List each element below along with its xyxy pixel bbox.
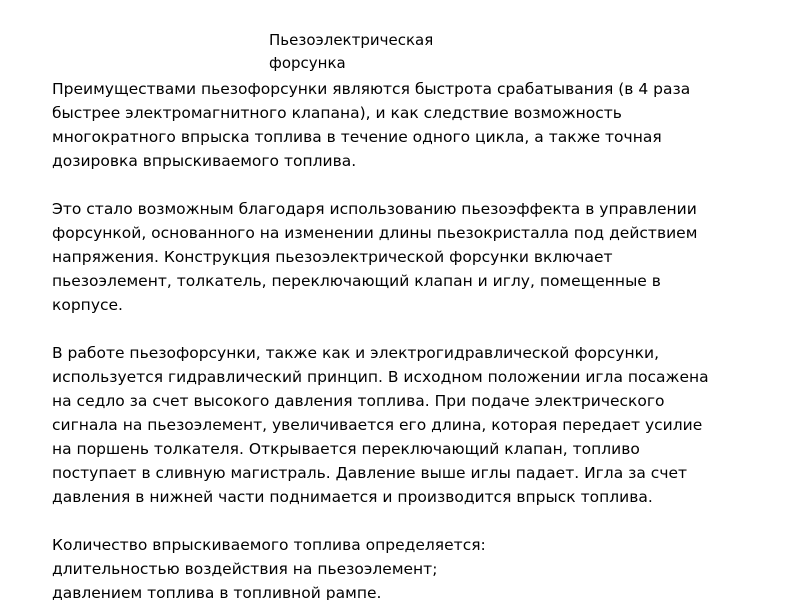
text-line: давления в нижней части поднимается и производится впрыск топлива. xyxy=(52,488,653,506)
title-line: форсунка xyxy=(269,54,346,72)
text-line: корпусе. xyxy=(52,296,123,314)
text-line: длительностью воздействия на пьезоэлемент; xyxy=(52,560,438,578)
text-line: используется гидравлический принцип. В исходном положении игла посажена xyxy=(52,368,709,386)
text-line: Количество впрыскиваемого топлива определяется: xyxy=(52,536,486,554)
paragraph-operation xyxy=(52,341,792,509)
paragraph-advantages xyxy=(52,77,792,173)
paragraph-quantity xyxy=(52,533,792,600)
slide-body xyxy=(52,77,792,600)
text-line: Это стало возможным благодаря использованию пьезоэффекта в управлении xyxy=(52,200,697,218)
paragraph-construction xyxy=(52,197,792,317)
text-line: дозировка впрыскиваемого топлива. xyxy=(52,152,357,170)
text-line: поступает в сливную магистраль. Давление выше иглы падает. Игла за счет xyxy=(52,464,688,482)
text-line: форсункой, основанного на изменении длины пьезокристалла под действием xyxy=(52,224,698,242)
text-line: сигнала на пьезоэлемент, увеличивается его длина, которая передает усилие xyxy=(52,416,703,434)
text-line: пьезоэлемент, толкатель, переключающий клапан и иглу, помещенные в xyxy=(52,272,661,290)
text-line: Преимуществами пьезофорсунки являются быстрота срабатывания (в 4 раза xyxy=(52,80,691,98)
text-line: В работе пьезофорсунки, также как и электрогидравлической форсунки, xyxy=(52,344,659,362)
text-line: на поршень толкателя. Открывается переключающий клапан, топливо xyxy=(52,440,640,458)
slide-title xyxy=(269,29,529,75)
text-line: быстрее электромагнитного клапана), и как следствие возможность xyxy=(52,104,622,122)
text-line: давлением топлива в топливной рампе. xyxy=(52,584,382,600)
text-line: на седло за счет высокого давления топлива. При подаче электрического xyxy=(52,392,665,410)
title-line: Пьезоэлектрическая xyxy=(269,31,434,49)
text-line: многократного впрыска топлива в течение одного цикла, а также точная xyxy=(52,128,662,146)
text-line: напряжения. Конструкция пьезоэлектрической форсунки включает xyxy=(52,248,613,266)
